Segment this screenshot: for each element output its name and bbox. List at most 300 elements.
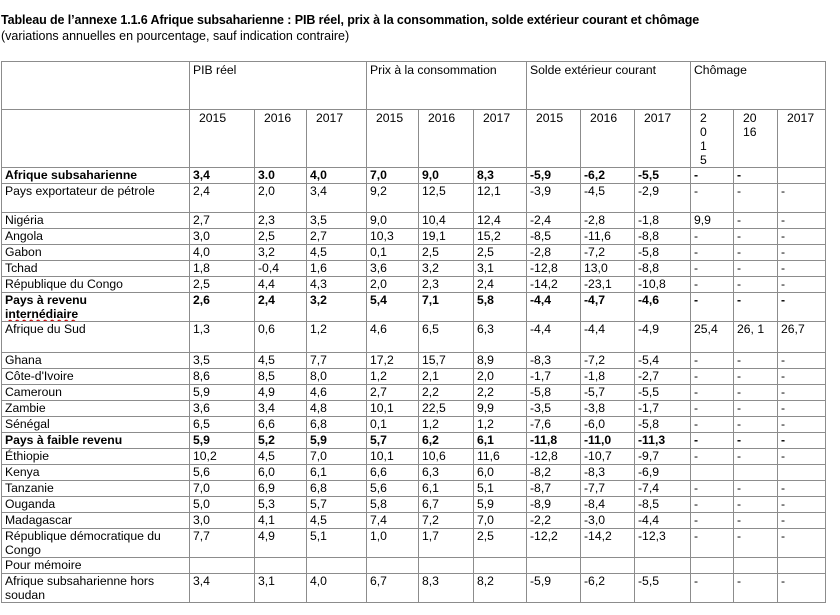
value-cell: 2,5 — [190, 277, 255, 293]
value-cell: - — [734, 213, 778, 229]
value-cell: - — [691, 369, 734, 385]
value-cell: -11,3 — [635, 433, 691, 449]
value-cell: - — [734, 529, 778, 558]
value-cell: 19,1 — [419, 229, 474, 245]
group-header-solde: Solde extérieur courant — [527, 62, 691, 110]
value-cell: 3.0 — [255, 168, 307, 184]
value-cell — [190, 558, 255, 574]
row-label-text: Pays à faible revenu — [5, 433, 123, 447]
table-row — [2, 497, 826, 513]
year-header: 2017 — [778, 110, 826, 168]
value-cell: - — [691, 497, 734, 513]
group-header-pib: PIB réel — [190, 62, 367, 110]
value-cell: -6,2 — [581, 574, 635, 603]
value-cell: 2,7 — [190, 213, 255, 229]
row-label-text: République du Congo — [5, 277, 123, 291]
value-cell: - — [734, 168, 778, 184]
value-cell: 3,1 — [255, 574, 307, 603]
value-cell: - — [778, 481, 826, 497]
row-label-text: Pays exportateur de pétrole — [5, 184, 155, 198]
value-cell: 17,2 — [367, 353, 419, 369]
value-cell: -4,4 — [527, 322, 581, 353]
value-cell — [474, 558, 527, 574]
value-cell: 11,6 — [474, 449, 527, 465]
value-cell: 6,6 — [255, 417, 307, 433]
year-header: 2016 — [581, 110, 635, 168]
value-cell: 6,8 — [307, 417, 367, 433]
value-cell: 5,1 — [307, 529, 367, 558]
value-cell: 5,3 — [255, 497, 307, 513]
year-header: 2017 — [635, 110, 691, 168]
value-cell: 7,0 — [307, 449, 367, 465]
value-cell: -12,8 — [527, 449, 581, 465]
row-label-text: Tanzanie — [5, 481, 54, 495]
value-cell: 2,4 — [474, 277, 527, 293]
value-cell: 10,6 — [419, 449, 474, 465]
value-cell: 6,3 — [419, 465, 474, 481]
value-cell: -2,2 — [527, 513, 581, 529]
row-label — [2, 465, 190, 481]
row-label — [2, 385, 190, 401]
value-cell: 0,1 — [367, 245, 419, 261]
value-cell: - — [691, 574, 734, 603]
value-cell: 5,8 — [474, 293, 527, 322]
value-cell: - — [778, 574, 826, 603]
value-cell: - — [691, 417, 734, 433]
value-cell: 5,8 — [367, 497, 419, 513]
table-row — [2, 465, 826, 481]
value-cell: 2,2 — [474, 385, 527, 401]
row-label — [2, 293, 190, 322]
value-cell: 9,2 — [367, 184, 419, 213]
value-cell: 4,9 — [255, 529, 307, 558]
value-cell: -14,2 — [581, 529, 635, 558]
value-cell: 2,5 — [474, 245, 527, 261]
value-cell: 0,6 — [255, 322, 307, 353]
value-cell: - — [691, 401, 734, 417]
value-cell: - — [691, 168, 734, 184]
value-cell: -8,3 — [581, 465, 635, 481]
value-cell: 4,3 — [307, 277, 367, 293]
value-cell: -8,9 — [527, 497, 581, 513]
value-cell — [527, 558, 581, 574]
row-label — [2, 245, 190, 261]
year-header: 2017 — [474, 110, 527, 168]
value-cell: - — [734, 574, 778, 603]
value-cell: -4,9 — [635, 322, 691, 353]
corner-cell-2 — [2, 110, 190, 168]
value-cell: 12,4 — [474, 213, 527, 229]
value-cell: - — [778, 353, 826, 369]
row-label-text: Pays à revenu — [5, 293, 87, 307]
value-cell: -4,4 — [635, 513, 691, 529]
value-cell: 2,7 — [307, 229, 367, 245]
value-cell: 5,1 — [474, 481, 527, 497]
value-cell: 2,0 — [474, 369, 527, 385]
value-cell: 5,9 — [190, 433, 255, 449]
value-cell: 8,0 — [307, 369, 367, 385]
value-cell: 3,4 — [307, 184, 367, 213]
value-cell: - — [691, 353, 734, 369]
value-cell: - — [778, 513, 826, 529]
value-cell: 2,7 — [367, 385, 419, 401]
value-cell: - — [778, 433, 826, 449]
value-cell: 3,5 — [190, 353, 255, 369]
value-cell: 6,5 — [419, 322, 474, 353]
value-cell — [581, 558, 635, 574]
value-cell: -7,2 — [581, 353, 635, 369]
year-header: 2016 — [255, 110, 307, 168]
value-cell: -7,4 — [635, 481, 691, 497]
value-cell: 4,0 — [307, 574, 367, 603]
row-label — [2, 481, 190, 497]
value-cell: 7,0 — [190, 481, 255, 497]
value-cell: -7,6 — [527, 417, 581, 433]
value-cell: 8,3 — [419, 574, 474, 603]
row-label — [2, 229, 190, 245]
value-cell: 2,3 — [419, 277, 474, 293]
value-cell: 3,6 — [190, 401, 255, 417]
value-cell: 8,5 — [255, 369, 307, 385]
value-cell — [635, 558, 691, 574]
value-cell: - — [734, 417, 778, 433]
value-cell: -1,8 — [581, 369, 635, 385]
value-cell: -8,3 — [527, 353, 581, 369]
value-cell: - — [778, 277, 826, 293]
value-cell: 2,3 — [255, 213, 307, 229]
value-cell: 3,4 — [190, 168, 255, 184]
value-cell: 26, 1 — [734, 322, 778, 353]
value-cell: 6,7 — [419, 497, 474, 513]
row-label-text: Madagascar — [5, 513, 73, 527]
data-table — [1, 61, 826, 603]
value-cell: 5,7 — [307, 497, 367, 513]
table-row — [2, 481, 826, 497]
value-cell: - — [691, 245, 734, 261]
value-cell: - — [778, 401, 826, 417]
value-cell: 10,4 — [419, 213, 474, 229]
value-cell: 1,3 — [190, 322, 255, 353]
value-cell: 3,6 — [367, 261, 419, 277]
table-row — [2, 213, 826, 229]
value-cell: 1,2 — [307, 322, 367, 353]
value-cell: - — [691, 261, 734, 277]
table-row — [2, 401, 826, 417]
value-cell: - — [778, 529, 826, 558]
row-label — [2, 401, 190, 417]
table-row — [2, 558, 826, 574]
value-cell: 4,0 — [307, 168, 367, 184]
value-cell: -6,9 — [635, 465, 691, 481]
value-cell: 4,1 — [255, 513, 307, 529]
row-label-text: Afrique subsaharienne hors soudan — [5, 574, 155, 602]
value-cell: -1,8 — [635, 213, 691, 229]
value-cell: 5,2 — [255, 433, 307, 449]
value-cell: -5,7 — [581, 385, 635, 401]
row-label-text: Ouganda — [5, 497, 56, 511]
value-cell: -12,8 — [527, 261, 581, 277]
value-cell: - — [778, 184, 826, 213]
value-cell: -1,7 — [635, 401, 691, 417]
value-cell: - — [734, 261, 778, 277]
value-cell: 6,9 — [255, 481, 307, 497]
value-cell: 2,4 — [190, 184, 255, 213]
value-cell: 5,6 — [190, 465, 255, 481]
value-cell: 2,2 — [419, 385, 474, 401]
value-cell: 6,7 — [367, 574, 419, 603]
value-cell: 10,1 — [367, 401, 419, 417]
row-label-text: Ghana — [5, 353, 42, 367]
row-label — [2, 417, 190, 433]
row-label-text: République démocratique du Congo — [5, 529, 161, 557]
value-cell: -7,2 — [581, 245, 635, 261]
value-cell: -8,4 — [581, 497, 635, 513]
value-cell: -2,8 — [527, 245, 581, 261]
value-cell — [778, 558, 826, 574]
value-cell: 7,0 — [367, 168, 419, 184]
value-cell: 3,0 — [190, 229, 255, 245]
table-row — [2, 529, 826, 558]
value-cell: -6,2 — [581, 168, 635, 184]
value-cell: - — [691, 513, 734, 529]
table-title: Tableau de l’annexe 1.1.6 Afrique subsaharienne : PIB réel, prix à la consommation, solde extérieur courant et chômage — [1, 13, 700, 27]
table-subtitle: (variations annuelles en pourcentage, sauf indication contraire) — [1, 29, 350, 43]
value-cell: -8,2 — [527, 465, 581, 481]
value-cell: 6,8 — [307, 481, 367, 497]
table-row — [2, 449, 826, 465]
value-cell: 7,0 — [474, 513, 527, 529]
row-label-text: Afrique subsaharienne — [5, 168, 138, 182]
row-label — [2, 433, 190, 449]
value-cell: 12,1 — [474, 184, 527, 213]
value-cell: 5,9 — [307, 433, 367, 449]
value-cell: 2,5 — [255, 229, 307, 245]
value-cell: 6,2 — [419, 433, 474, 449]
value-cell — [307, 558, 367, 574]
value-cell: -1,7 — [527, 369, 581, 385]
value-cell: 3,0 — [190, 513, 255, 529]
value-cell: 4,5 — [307, 513, 367, 529]
row-label — [2, 513, 190, 529]
value-cell: - — [778, 229, 826, 245]
value-cell: 1,6 — [307, 261, 367, 277]
value-cell: 5,9 — [190, 385, 255, 401]
group-header-chomage: Chômage — [691, 62, 826, 110]
value-cell: 3,2 — [255, 245, 307, 261]
value-cell: -5,9 — [527, 574, 581, 603]
value-cell: -11,8 — [527, 433, 581, 449]
group-header-row — [2, 62, 826, 110]
value-cell: 4,6 — [367, 322, 419, 353]
value-cell: 4,4 — [255, 277, 307, 293]
value-cell: - — [734, 353, 778, 369]
value-cell: 22,5 — [419, 401, 474, 417]
value-cell: 6,1 — [419, 481, 474, 497]
value-cell: -14,2 — [527, 277, 581, 293]
value-cell — [778, 465, 826, 481]
value-cell: 3,5 — [307, 213, 367, 229]
value-cell: 4,5 — [255, 449, 307, 465]
value-cell: - — [691, 481, 734, 497]
table-row — [2, 184, 826, 213]
value-cell: -5,8 — [635, 417, 691, 433]
value-cell: -5,8 — [635, 245, 691, 261]
value-cell: -9,7 — [635, 449, 691, 465]
value-cell: -4,5 — [581, 184, 635, 213]
value-cell: -3,5 — [527, 401, 581, 417]
table-row — [2, 168, 826, 184]
value-cell: - — [778, 213, 826, 229]
value-cell: -4,4 — [527, 293, 581, 322]
value-cell: 6,0 — [255, 465, 307, 481]
value-cell: 2,4 — [255, 293, 307, 322]
row-label — [2, 497, 190, 513]
table-row — [2, 261, 826, 277]
row-label — [2, 574, 190, 603]
value-cell — [367, 558, 419, 574]
value-cell: - — [691, 385, 734, 401]
value-cell: -8,7 — [527, 481, 581, 497]
row-label — [2, 558, 190, 574]
value-cell — [255, 558, 307, 574]
value-cell: 3,4 — [190, 574, 255, 603]
value-cell: -2,9 — [635, 184, 691, 213]
value-cell: - — [691, 184, 734, 213]
value-cell: 3,4 — [255, 401, 307, 417]
value-cell: - — [734, 229, 778, 245]
year-header: 2015 — [527, 110, 581, 168]
value-cell: 6,0 — [474, 465, 527, 481]
value-cell: 4,5 — [307, 245, 367, 261]
value-cell: - — [691, 293, 734, 322]
value-cell: 6,1 — [307, 465, 367, 481]
value-cell: 4,6 — [307, 385, 367, 401]
value-cell: 9,9 — [474, 401, 527, 417]
value-cell: -5,5 — [635, 168, 691, 184]
value-cell: 2,0 — [255, 184, 307, 213]
value-cell: 3,2 — [307, 293, 367, 322]
value-cell: -5,4 — [635, 353, 691, 369]
table-row — [2, 277, 826, 293]
value-cell: 7,2 — [419, 513, 474, 529]
row-label — [2, 168, 190, 184]
value-cell: - — [778, 497, 826, 513]
value-cell: 10,3 — [367, 229, 419, 245]
row-label — [2, 529, 190, 558]
value-cell: 0,1 — [367, 417, 419, 433]
row-label-text: Sénégal — [5, 417, 50, 431]
value-cell: -12,3 — [635, 529, 691, 558]
row-label — [2, 213, 190, 229]
row-label — [2, 449, 190, 465]
value-cell: -3,8 — [581, 401, 635, 417]
value-cell — [734, 465, 778, 481]
value-cell: - — [778, 449, 826, 465]
value-cell: 4,5 — [255, 353, 307, 369]
row-label-text: Zambie — [5, 401, 46, 415]
table-row — [2, 322, 826, 353]
year-header: 2016 — [419, 110, 474, 168]
value-cell: - — [734, 401, 778, 417]
value-cell: -2,4 — [527, 213, 581, 229]
value-cell — [691, 465, 734, 481]
value-cell: - — [691, 449, 734, 465]
value-cell: 12,5 — [419, 184, 474, 213]
value-cell: 9,9 — [691, 213, 734, 229]
value-cell: 6,3 — [474, 322, 527, 353]
value-cell: -8,5 — [635, 497, 691, 513]
value-cell: 2,6 — [190, 293, 255, 322]
value-cell: - — [734, 497, 778, 513]
value-cell: -12,2 — [527, 529, 581, 558]
row-label-text: Nigéria — [5, 213, 44, 227]
value-cell — [419, 558, 474, 574]
row-label — [2, 261, 190, 277]
value-cell: 2,5 — [419, 245, 474, 261]
value-cell: -5,5 — [635, 385, 691, 401]
year-header: 2015 — [691, 110, 734, 168]
value-cell: -2,7 — [635, 369, 691, 385]
value-cell: -11,0 — [581, 433, 635, 449]
value-cell: - — [734, 385, 778, 401]
table-row — [2, 293, 826, 322]
value-cell: -4,6 — [635, 293, 691, 322]
year-header: 2017 — [307, 110, 367, 168]
value-cell: 7,7 — [307, 353, 367, 369]
value-cell: 2,1 — [419, 369, 474, 385]
row-label — [2, 322, 190, 353]
value-cell: - — [734, 513, 778, 529]
value-cell: - — [778, 417, 826, 433]
value-cell: 13,0 — [581, 261, 635, 277]
value-cell: 25,4 — [691, 322, 734, 353]
value-cell: - — [734, 245, 778, 261]
value-cell: 4,0 — [190, 245, 255, 261]
year-header: 2016 — [734, 110, 778, 168]
value-cell: -4,7 — [581, 293, 635, 322]
value-cell: - — [691, 229, 734, 245]
value-cell: -5,9 — [527, 168, 581, 184]
value-cell: -10,8 — [635, 277, 691, 293]
value-cell: - — [778, 385, 826, 401]
value-cell: 8,3 — [474, 168, 527, 184]
value-cell: 1,8 — [190, 261, 255, 277]
table-row — [2, 245, 826, 261]
row-label-text: Tchad — [5, 261, 38, 275]
value-cell: 15,2 — [474, 229, 527, 245]
value-cell: 7,1 — [419, 293, 474, 322]
row-label-text-line2: internédiaire — [5, 307, 79, 321]
value-cell: 1,2 — [419, 417, 474, 433]
value-cell: - — [778, 245, 826, 261]
value-cell — [691, 558, 734, 574]
value-cell: - — [734, 433, 778, 449]
value-cell: -5,5 — [635, 574, 691, 603]
row-label — [2, 184, 190, 213]
value-cell: -7,7 — [581, 481, 635, 497]
value-cell: 10,1 — [367, 449, 419, 465]
group-header-prix: Prix à la consommation — [367, 62, 527, 110]
row-label-text: Afrique du Sud — [5, 322, 86, 336]
row-label-text: Angola — [5, 229, 43, 243]
value-cell: - — [734, 293, 778, 322]
year-header-row — [2, 110, 826, 168]
value-cell: - — [734, 277, 778, 293]
value-cell: -3,0 — [581, 513, 635, 529]
value-cell: 26,7 — [778, 322, 826, 353]
value-cell: 4,9 — [255, 385, 307, 401]
value-cell: 6,5 — [190, 417, 255, 433]
